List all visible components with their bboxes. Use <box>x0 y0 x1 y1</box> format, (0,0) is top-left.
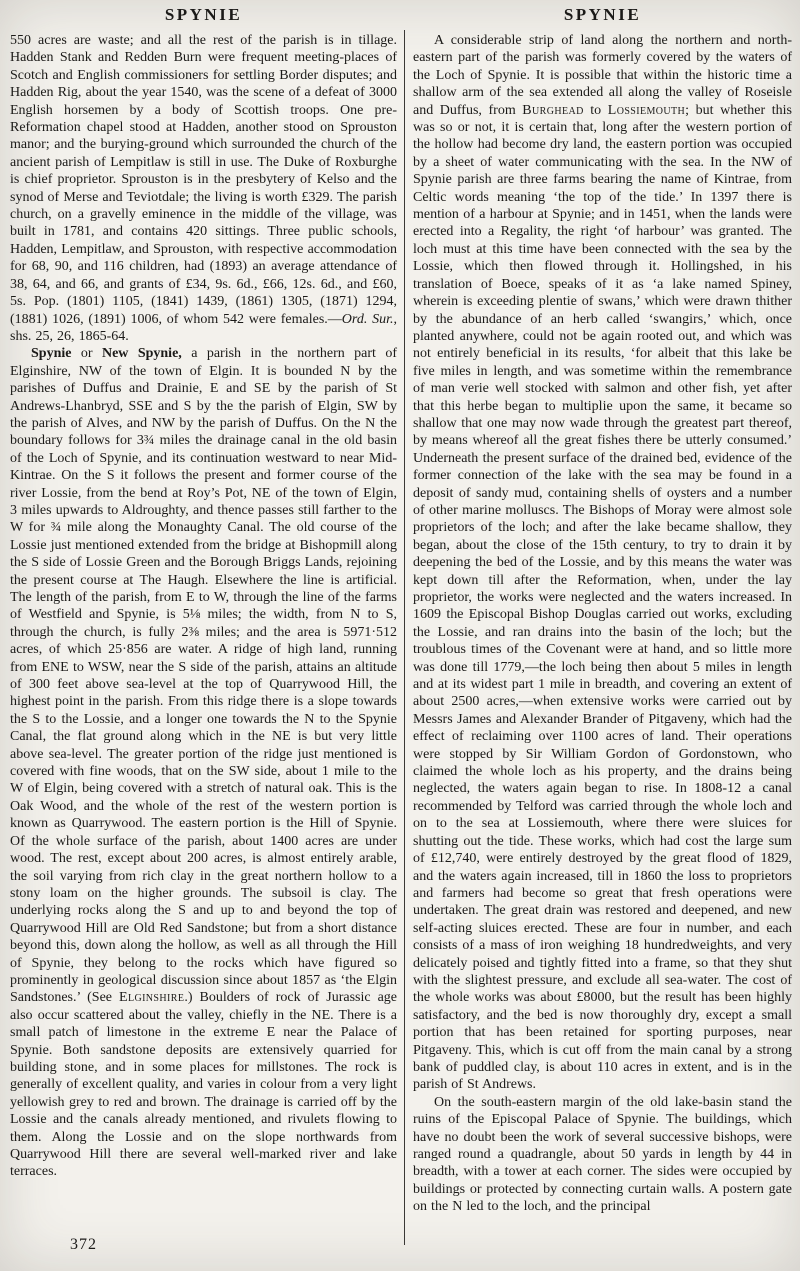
running-head-right: SPYNIE <box>563 5 642 24</box>
text-segment: Ord. Sur. <box>341 311 394 327</box>
text-segment: Lossiemouth <box>607 102 686 118</box>
text-segment: Elginshire <box>119 990 185 1006</box>
text-segment: ; but whether this was so or not, it is certain that, long after the western portion of the hollow had become dry land, the eastern portion was occupied by a sheet of water communicating with the sea. In the NW of Spynie parish are three farms bearing the name of Kintrae, from Celtic words meaning ‘the top of the tide.’ In 1397 there is mention of a harbour at Spynie; and in 1451, when the lands were erected into a Regality, the right ‘of harbour’ was granted. The loch must at this time have been connected with the sea by the Lossie, which then flowed through it. Hollingshed, in his translation of Boece, speaks of it as ‘a lake named Spiney, wherein is exceeding plentie of swans,’ which were drawn thither by the abundance of an herb called ‘swangirs,’ which, once planted anywhere, could not be again rooted out, and which was not entirely beneficial in its results, ‘for albeit that this lake be five miles in length, and was sometime within the remembrance of man verie well stocked with salmon and other fish, yet after that this herbe began to multiplie upon the same, it became so shallow that one may now wade through the greatest part thereof, by means whereof all the great fishes there be utterly consumed.’ Underneath the present surface of the drained bed, evidence of the former connection of the lake with the sea may be found in a deposit of sandy mud, containing shells of oysters and a number of other marine molluscs. The Bishops of Moray were almost sole proprietors of the loch; and after the lake became shallow, they began, about the close of the 15th century, to try to drain it by deepening the bed of the Lossie, and by this means the water was kept down till after the Reformation, when, under the lay proprietor, the works were neglected and the waters increased. In 1609 the Episcopal Bishop Douglas carried out works, excluding the Lossie, and ran drains into the basin of the loch; but the troublous times of the Covenant were at hand, and so little more was done till 1779,—the loch being then about 5 miles in length and at its widest part 1 mile in breadth, and covering an extent of about 2500 acres,—when extensive works were carried out by Messrs James and Alexander Brander of Pitgaveny, which had the effect of reclaiming over 1100 acres of land. Their operations were stopped by Sir William Gordon of Gordonstown, who claimed the whole loch as his property, and the drains being neglected, the waters again began to rise. In 1808-12 a canal recommended by Telford was carried through the whole loch and on to the sea at Lossiemouth, where there were sluices for shutting out the tide. These works, which had cost the large sum of £12,740, were entirely destroyed by the great flood of 1829, and the waters again increased, till in 1860 the loss to proprietors and farmers had become so great that fresh operations were undertaken. The great drain was restored and deepened, and new self-acting sluices erected. These are four in number, and each consists of a mass of iron weighing 18 hundredweights, and very delicately poised and tightly fitted into a frame, so that they shut with the slightest pressure, and exclude all sea-water. The cost of the whole works was about £8000, but the result has been highly satisfactory, and the bed is now thoroughly dry, except a small portion that has been retained for sporting purposes, near Pitgaveny. This, which is cut off from the main canal by a strong bank of puddled clay, is about 110 acres in extent, and is in the parish of St Andrews. <box>413 102 792 1093</box>
text-segment: a parish in the northern part of Elginshire, NW of the town of Elgin. It is bounded N by the parishes of Duffus and Drainie, E and SE by the parish of St Andrews-Lhanbryd, SSE and S by the the parish of Elgin, SW by the parish of Alves, and NW by the parish of Duffus. On the N the boundary follows for 3¾ miles the drainage canal in the old basin of the Loch of Spynie, and its continuation westward to near Mid-Kintrae. On the S it follows the present and former course of the river Lossie, from the bend at Roy’s Pot, NE of the town of Elgin, 3 miles upwards to Aldroughty, and thence passes still farther to the W for ¾ mile along the Monaughty Canal. The old course of the Lossie just mentioned extended from the bridge at Bishopmill along the S side of Lossie Green and the Borough Briggs Lands, rejoining the present course at The Haugh. Elsewhere the line is artificial. The length of the parish, from E to W, through the line of the farms of Westfield and Spynie, is 5⅛ miles; the width, from N to S, through the church, is fully 2⅜ miles; and the area is 5971·512 acres, of which 25·856 are water. A ridge of high land, running from ENE to WSW, near the S side of the parish, attains an altitude of 300 feet above sea-level at the top of Quarrywood Hill, the highest point in the parish. From this ridge there is a slope towards the S to the Lossie, and a longer one towards the N to the Spynie Canal, the flat ground along which in the NE is but very little above sea-level. The greater portion of the ridge just mentioned is covered with fine woods, that on the SW side, about 1 mile to the W of Elgin, being covered with a stretch of natural oak. This is the Oak Wood, and the whole of the rest of the western portion is known as Quarrywood. The eastern portion is the Hill of Spynie. Of the whole surface of the parish, about 1400 acres are under wood. The rest, except about 200 acres, is almost entirely arable, the soil varying from rich clay in the great northern hollow to a stony loam on the higher grounds. The subsoil is clay. The underlying rocks along the S and up to and beyond the top of Quarrywood Hill are Old Red Sandstone; but from a short distance beyond this, down along the hollow, as well as all through the Hill of Spynie, they belong to the rocks which have figured so prominently in geological discussion since about 1857 as ‘the Elgin Sandstones.’ (See <box>10 346 397 1006</box>
paragraph <box>10 32 397 345</box>
left-column <box>10 0 397 1181</box>
running-head-left: SPYNIE <box>164 5 243 24</box>
paragraph <box>413 32 792 1094</box>
text-segment: or <box>71 346 102 362</box>
text-segment: New Spynie, <box>101 346 182 362</box>
paragraph <box>413 1094 792 1216</box>
text-segment: .) Boulders of rock of Jurassic age also occur scattered about the valley, chiefly in the NE. There is a small patch of limestone in the extreme E near the Palace of Spynie. Both sandstone deposits are extensively quarried for building stone, and in some places for millstones. The rock is generally of excellent quality, and varies in colour from a very light yellowish grey to red and brown. The drainage is carried off by the Lossie and the canals already mentioned, and rivulets flowing to them. Along the Lossie and on the slope northwards from Quarrywood Hill there are several well-marked river and lake terraces. <box>10 990 397 1180</box>
text-segment: Spynie <box>31 346 72 362</box>
text-segment: On the south-eastern margin of the old lake-basin stand the ruins of the Episcopal Palace of Spynie. The buildings, which have no doubt been the work of several successive bishops, were ranged round a quadrangle, about 50 yards in length by 44 in breadth, with a tower at each corner. The sides were occupied by buildings or protected by connecting curtain walls. A postern gate on the N led to the loch, and the principal <box>413 1094 792 1215</box>
text-segment: 550 acres are waste; and all the rest of the parish is in tillage. Hadden Stank and Redden Burn were frequent meeting-places of Scotch and English commissioners for settling Border disputes; and Hadden Rig, about the year 1540, was the scene of a defeat of 3000 English horsemen by a body of Scottish troops. One pre-Reformation chapel stood at Hadden, another stood on Sprouston manor; and the burying-ground which surrounded the church of the ancient parish of Lempitlaw is still in use. The Duke of Roxburghe is chief proprietor. Sprouston is in the presbytery of Kelso and the synod of Merse and Teviotdale; the living is worth £329. The parish church, on a gravelly eminence in the middle of the village, was built in 1781, and contains 420 sittings. Three public schools, Hadden, Lempitlaw, and Sprouston, with respective accommodation for 68, 90, and 116 children, had (1893) an average attendance of 38, 64, and 66, and grants of £34, 9s. 6d., £66, 12s. 6d., and £60, 5s. Pop. (1801) 1105, (1841) 1439, (1861) 1305, (1871) 1294, (1881) 1026, (1891) 1006, of whom 542 were females.— <box>10 33 397 327</box>
page-number: 372 <box>70 1236 97 1253</box>
text-segment: , shs. 25, 26, 1865-64. <box>10 311 397 344</box>
right-column-text <box>413 32 792 1216</box>
text-segment: Burghead <box>522 102 584 118</box>
right-column <box>413 0 792 1216</box>
left-column-text <box>10 32 397 1181</box>
text-segment: to <box>583 102 608 118</box>
paragraph <box>10 345 397 1181</box>
text-segment: A considerable strip of land along the northern and north-eastern part of the parish was formerly covered by the waters of the Loch of Spynie. It is possible that within the historic time a shallow arm of the sea extended all along the valley of Roseisle and Duffus, from <box>413 33 792 118</box>
column-divider <box>404 30 405 1245</box>
